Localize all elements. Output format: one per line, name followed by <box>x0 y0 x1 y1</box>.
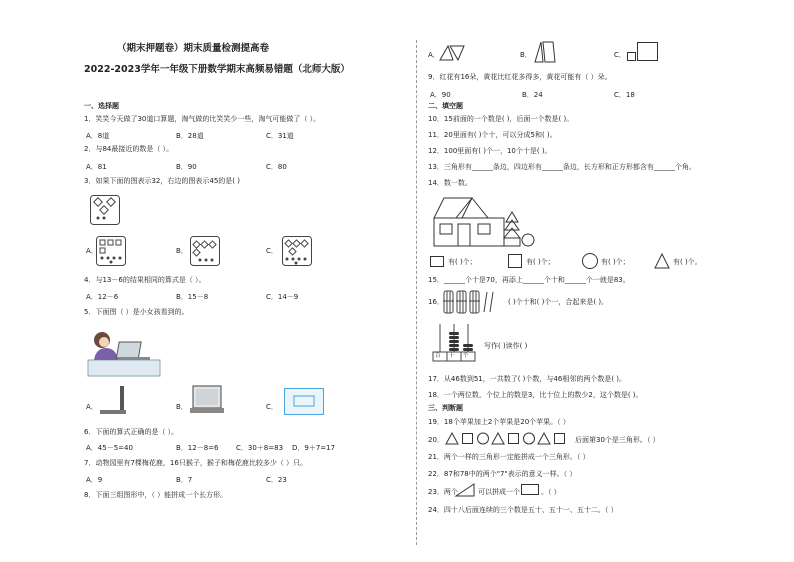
question-14: 14．数一数。 <box>428 179 472 187</box>
question-23-prefix: 23．两个 <box>428 488 458 496</box>
q8-option-b-shapes <box>533 40 557 64</box>
abacus-label-hundreds: 百 <box>435 353 441 359</box>
q2-option-c: C．80 <box>266 163 287 171</box>
q8-option-a-triangles <box>440 44 468 62</box>
question-18: 18．一个两位数，个位上的数是3，比十位上的数少2，这个数是( )。 <box>428 391 643 399</box>
count-circles: 有( )个； <box>601 258 630 266</box>
q6-option-d: D．9＋7=17 <box>292 444 336 452</box>
question-20-number: 20． <box>428 436 444 444</box>
q5-option-c: C． <box>266 403 278 411</box>
q9-option-b: B．24 <box>522 91 543 99</box>
q8-option-c-shapes <box>627 42 659 62</box>
shape-sequence-pattern <box>446 432 568 446</box>
q3-option-b: B． <box>176 247 188 255</box>
q6-option-c: C．30＋8=83 <box>236 444 284 452</box>
question-22: 22．87和78中的两个"7"表示的意义一样。（ ） <box>428 470 577 478</box>
right-triangle-shape-icon <box>455 483 475 497</box>
q5-option-b-laptop-back <box>190 386 224 416</box>
q5-option-a: A． <box>86 403 98 411</box>
question-20: 后面第30个是三角形。（ ） <box>575 436 660 444</box>
q1-option-a: A．8道 <box>86 132 110 140</box>
q7-option-c: C．23 <box>266 476 287 484</box>
question-6: 6．下面的算式正确的是（ ）。 <box>84 428 179 436</box>
stick-bundles-picture <box>443 290 501 314</box>
question-21: 21．两个一样的三角形一定能拼成一个三角形。（ ） <box>428 453 590 461</box>
question-5: 5．下面图（ ）是小女孩看到的。 <box>84 308 189 316</box>
question-9: 9．红花有16朵，黄花比红花多得多，黄花可能有（ ）朵。 <box>428 73 612 81</box>
q3-option-c: C． <box>266 247 278 255</box>
abacus-write-read: 写作( )读作( ) <box>484 342 528 350</box>
section-choice-title: 一、选择题 <box>84 102 119 110</box>
q3-reference-picture <box>90 195 120 225</box>
house-shapes-illustration <box>432 196 540 248</box>
question-19: 19．18个苹果加上2个苹果是20个苹果。（ ） <box>428 418 570 426</box>
question-8: 8．下面三组图形中，（ ）能拼成一个长方形。 <box>84 491 228 499</box>
question-16: ( )个十和( )个一，合起来是( )。 <box>508 298 609 306</box>
doc-title: （期末押题卷）期末质量检测提高卷 <box>117 43 270 54</box>
q5-option-a-laptop-side <box>100 386 128 416</box>
q6-option-a: A．45－5=40 <box>86 444 133 452</box>
question-12: 12．100里面有( )个一，10个十是( )。 <box>428 147 552 155</box>
question-10: 10．15前面的一个数是( )，后面一个数是( )。 <box>428 115 574 123</box>
q7-option-b: B．7 <box>176 476 193 484</box>
q7-option-a: A．9 <box>86 476 103 484</box>
q4-option-c: C．14－9 <box>266 293 299 301</box>
question-7: 7．动物园里有7棵梅花鹿，16只猴子，猴子和梅花鹿比较多少（ ）只。 <box>84 459 308 467</box>
q9-option-a: A．90 <box>430 91 451 99</box>
question-23-suffix: 。（ ） <box>541 488 561 496</box>
abacus-label-tens: 十 <box>449 353 455 359</box>
count-rectangles: 有( )个； <box>448 258 477 266</box>
q8-option-a: A． <box>428 51 440 59</box>
q8-option-c: C． <box>614 51 626 59</box>
column-divider <box>416 40 417 545</box>
doc-subtitle: 2022-2023学年一年级下册数学期末高频易错题（北师大版） <box>84 64 350 75</box>
triangle-shape-icon <box>654 253 670 269</box>
q3-option-c-picture <box>282 236 312 266</box>
question-17: 17．从46数到51，一共数了( )个数，与46相邻的两个数是( )。 <box>428 375 627 383</box>
q6-option-b: B．12－8=6 <box>176 444 219 452</box>
q9-option-c: C．18 <box>614 91 635 99</box>
q5-option-b: B． <box>176 403 188 411</box>
girl-at-laptop-illustration <box>88 326 160 376</box>
question-3: 3．如果下面的图表示32，右边的图表示45的是( ) <box>84 177 240 185</box>
question-15: 15．______个十是70，再添上______个十和______个一就是83。 <box>428 276 630 284</box>
question-23-middle: 可以拼成一个 <box>478 488 520 496</box>
question-4: 4．与13－6的结果相同的算式是（ ）。 <box>84 276 206 284</box>
rectangle-shape-icon <box>430 254 444 268</box>
q4-option-b: B．15－8 <box>176 293 209 301</box>
question-16-number: 16． <box>428 298 444 306</box>
section-judge-title: 三、判断题 <box>428 404 463 412</box>
q8-option-b: B． <box>520 51 532 59</box>
q5-option-c-laptop-front <box>284 388 324 416</box>
count-squares: 有( )个； <box>526 258 555 266</box>
count-triangles: 有( )个。 <box>673 258 702 266</box>
q2-option-b: B．90 <box>176 163 197 171</box>
q3-option-b-picture <box>190 236 220 266</box>
abacus-label-ones: 个 <box>463 353 469 359</box>
section-fill-title: 二、填空题 <box>428 102 463 110</box>
q1-option-c: C．31道 <box>266 132 294 140</box>
q2-option-a: A．81 <box>86 163 107 171</box>
q3-option-a-picture <box>96 236 126 266</box>
q1-option-b: B．28道 <box>176 132 204 140</box>
circle-shape-icon <box>582 253 598 269</box>
square-shape-icon <box>508 254 522 268</box>
question-1: 1．笑笑今天做了30道口算题，淘气做的比笑笑少一些，淘气可能做了（ ）。 <box>84 115 321 123</box>
rectangle-result-icon <box>521 484 539 496</box>
q3-option-a: A． <box>86 247 98 255</box>
question-11: 11．20里面有( )个十，可以分成5和( )。 <box>428 131 557 139</box>
question-2: 2．与84最接近的数是（ ）。 <box>84 145 174 153</box>
question-13: 13．三角形有______条边，四边形有______条边，长方形和正方形都含有______个角。 <box>428 163 696 171</box>
q4-option-a: A．12－6 <box>86 293 119 301</box>
question-24: 24．四十八后面连续的三个数是五十、五十一、五十二。（ ） <box>428 506 618 514</box>
